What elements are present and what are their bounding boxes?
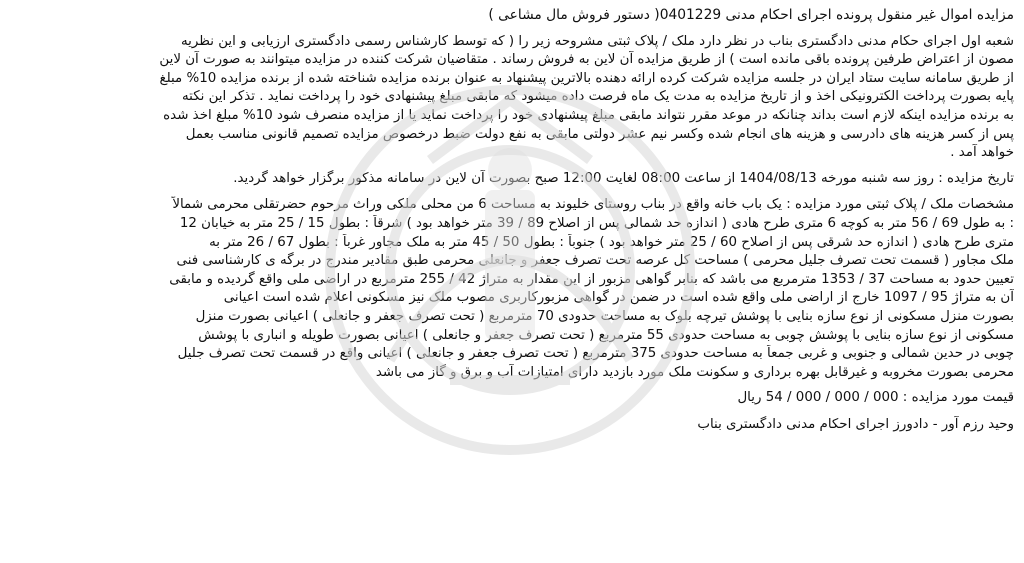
intro-paragraph — [10, 33, 1014, 163]
property-line: بصورت منزل مسکونی از نوع سازه بنایی با پوشش تیرچه بلوک به مساحت حدودی 70 مترمربع ( تحت تصرف جعفر و جانعلی ) اعیانی بصورت منزل — [195, 308, 1014, 324]
property-line: : به طول 69 / 56 متر به کوچه 6 متری طرح هادی ( اندازه حد شمالی پس از اصلاح 89 / 39 متر خواهد بود ) شرقاً : بطول 15 / 25 متر به خیابان 12 — [179, 215, 1014, 231]
intro-line: پس از کسر هزینه های دادرسی و هزینه های انجام شده وکسر نیم عشر دولتی مابقی به نفع دولت ضبط درخصوص مزایده تصمیم قانونی مناسب بعمل — [185, 126, 1014, 142]
property-line: متری طرح هادی ( اندازه حد شرقی پس از اصلاح 60 / 25 متر خواهد بود ) جنوباً : بطول 50 / 45 متر به ملک مجاور غرباً : بطول 67 / 26 متر به — [209, 234, 1014, 250]
intro-line: مصون از اعتراض طرفین پرونده باقی مانده است ) از طریق مزایده آن لاین به فروش رساند . متقاضیان شرکت کننده در مزایده میتوانند به صورت آن لاین — [159, 52, 1014, 68]
property-line: تعیین حدود به مساحت 37 / 1353 مترمربع می باشد که بنابر گواهی مزبور از این مقدار به متراژ 42 / 255 مترمربع در اراضی ملی واقع گردیده و مابقی — [169, 271, 1014, 287]
intro-line: به برنده مزایده اینکه لازم است بداند چنانکه در موعد مقرر نتواند مابقی مبلغ پیشنهادی خود را پرداخت نماید یا از مزایده منصرف شود 10% مبلغ اخذ شده — [163, 107, 1014, 123]
intro-line: از طریق سامانه سایت ستاد ایران در جلسه مزایده شرکت کرده ارائه دهنده بالاترین پیشنهاد به عنوان برنده مزایده شناخته شده از برنده مزایده 10% مبلغ — [159, 70, 1014, 86]
auction-date-line: تاریخ مزایده : روز سه شنبه مورخه 1404/08/13 از ساعت 08:00 لغایت 12:00 صبح بصورت آن لاین در سامانه مذکور برگزار خواهد گردید. — [233, 170, 1014, 186]
property-line: آن به متراژ 95 / 1097 خارج از اراضی ملی واقع شده است در ضمن در گواهی مزبورکاربری مصوب ملک نیز مسکونی اعلام شده است اعیانی — [223, 290, 1014, 306]
notice-title: مزایده اموال غیر منقول پرونده اجرای احکام مدنی 0401229( دستور فروش مال مشاعی ) — [488, 7, 1014, 23]
property-details-paragraph — [10, 196, 1014, 382]
intro-line: پایه بصورت پرداخت الکترونیکی اخذ و از تاریخ مزایده به مدت یک ماه فرصت داده میشود که مابقی مبلغ پیشنهادی خود را پرداخت نماید . تذکر این نکته — [181, 89, 1014, 105]
intro-line: خواهد آمد . — [950, 145, 1014, 161]
property-line: مشخصات ملک / پلاک ثبتی مورد مزایده : یک باب خانه واقع در بناب روستای خلیوند به مساحت 6 من محلی ملکی وراث مرحوم حضرتقلی محرمی شمالاً — [172, 197, 1014, 213]
auction-price-line: قیمت مورد مزایده : 000 / 000 / 000 / 54 ریال — [737, 390, 1014, 406]
intro-line: شعبه اول اجرای حکام مدنی دادگستری بناب در نظر دارد ملک / پلاک ثبتی مشروحه زیر را ( که توسط کارشناس رسمی دادگستری ارزیابی و این نظریه — [180, 33, 1014, 49]
property-line: ملک مجاور ( قسمت تحت تصرف جلیل محرمی ) مساحت کل عرصه تحت تصرف جعفر و جانعلی محرمی طبق مقادیر مندرج در برگه ی کارشناسی فنی — [176, 253, 1014, 269]
property-line: چوبی در حدین شمالی و جنوبی و غربی جمعاً به مساحت حدودی 375 مترمربع ( تحت تصرف جعفر و جانعلی ) اعیانی واقع در قسمت تحت تصرف جلیل — [177, 346, 1014, 362]
signature-line: وحید رزم آور - دادورز اجرای احکام مدنی دادگستری بناب — [697, 416, 1014, 432]
property-line: مسکونی از نوع سازه بنایی با پوشش چوبی به مساحت حدودی 55 مترمربع ( تحت تصرف جعفر و جانعلی ) اعیانی بصورت طویله و انباری با پوشش — [198, 327, 1014, 343]
property-line: محرمی بصورت مخروبه و غیرقابل بهره برداری و سکونت ملک مورد بازدید دارای امتیازات آب و برق و گاز می باشد — [375, 364, 1014, 380]
